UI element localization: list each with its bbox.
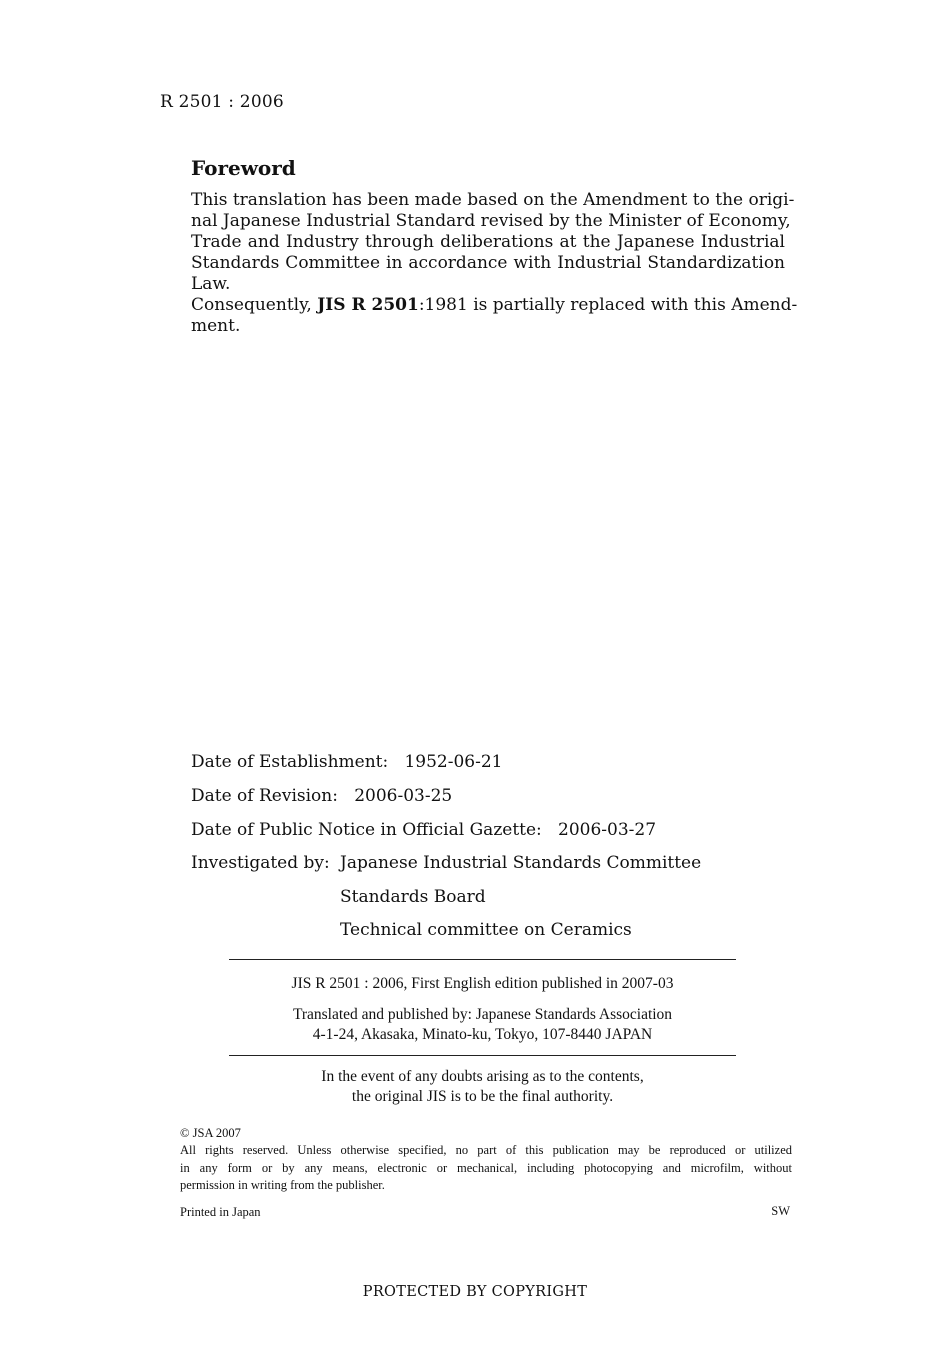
- revision-label: Date of Revision:: [191, 786, 338, 806]
- publisher-line: Translated and published by: Japanese Standards Association: [292, 1006, 673, 1023]
- foreword-line: Law.: [191, 274, 231, 294]
- establishment-date: 1952-06-21: [404, 752, 503, 772]
- foreword-title: Foreword: [191, 156, 296, 180]
- date-of-public-notice: [191, 820, 656, 840]
- divider: [229, 959, 736, 960]
- copyright-footer: PROTECTED BY COPYRIGHT: [362, 1284, 588, 1300]
- foreword-text: Consequently,: [191, 295, 318, 315]
- committee-line: Standards Board: [340, 887, 486, 907]
- foreword-line: Standards Committee in accordance with Industrial Standardization: [191, 253, 785, 273]
- public-notice-label: Date of Public Notice in Official Gazette:: [191, 820, 542, 840]
- foreword-line: ment.: [191, 316, 241, 336]
- date-of-establishment: [191, 752, 502, 772]
- copyright-notice: © JSA 2007: [180, 1126, 241, 1140]
- publisher-block: [229, 1005, 736, 1045]
- printed-in: Printed in Japan: [180, 1205, 261, 1219]
- disclaimer-line: In the event of any doubts arising as to the contents,: [321, 1068, 644, 1085]
- document-code: R 2501 : 2006: [160, 92, 284, 112]
- foreword-body: [191, 190, 798, 337]
- committee-line: Technical committee on Ceramics: [340, 920, 632, 940]
- establishment-label: Date of Establishment:: [191, 752, 389, 772]
- publisher-address: 4-1-24, Akasaka, Minato-ku, Tokyo, 107-8440 JAPAN: [312, 1026, 653, 1043]
- public-notice-date: 2006-03-27: [558, 820, 657, 840]
- foreword-paragraph-2: [191, 295, 798, 316]
- revision-date: 2006-03-25: [354, 786, 453, 806]
- foreword-line: Trade and Industry through deliberations at the Japanese Industrial: [191, 232, 785, 252]
- rights-line: in any form or by any means, electronic or mechanical, including photocopying and microfilm, without: [180, 1160, 792, 1175]
- divider: [229, 1055, 736, 1056]
- rights-statement: [180, 1142, 792, 1195]
- rights-line: permission in writing from the publisher.: [180, 1178, 385, 1192]
- foreword-line: nal Japanese Industrial Standard revised by the Minister of Economy,: [191, 211, 791, 231]
- foreword-text: :1981 is partially replaced with this Amend-: [418, 295, 798, 315]
- investigated-by-label: Investigated by:: [191, 853, 330, 873]
- committee-line: Japanese Industrial Standards Committee: [340, 853, 702, 873]
- rights-line: All rights reserved. Unless otherwise specified, no part of this publication may be reproduced or utilized: [180, 1143, 792, 1157]
- disclaimer: [229, 1067, 736, 1107]
- edition-line: JIS R 2501 : 2006, First English edition published in 2007-03: [291, 975, 674, 992]
- date-of-revision: [191, 786, 452, 806]
- jis-reference: JIS R 2501: [317, 295, 419, 315]
- printer-code: SW: [771, 1204, 790, 1218]
- foreword-line: This translation has been made based on the Amendment to the origi-: [191, 190, 795, 210]
- disclaimer-line: the original JIS is to be the final authority.: [351, 1088, 614, 1105]
